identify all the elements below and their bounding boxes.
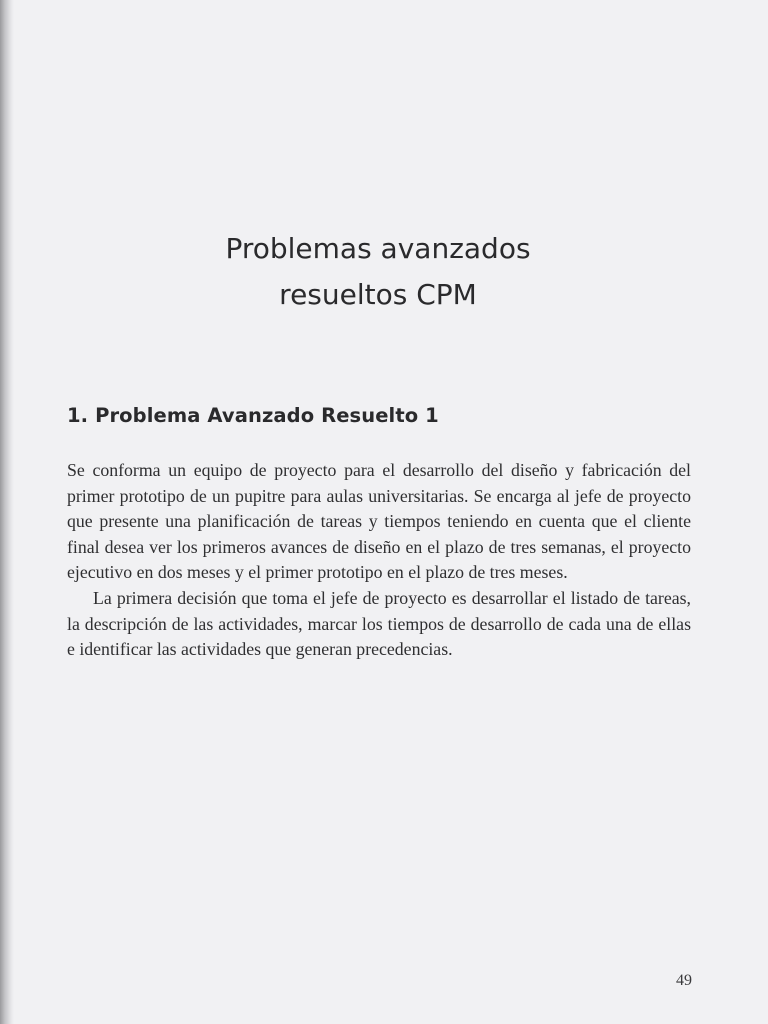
chapter-title [0, 226, 756, 318]
page-number: 49 [676, 972, 692, 989]
paragraph-1: Se conforma un equipo de proyecto para el desarrollo del diseño y fabricación del primer prototipo de un pupitre para aulas universitarias. Se encarga al jefe de proyecto que presente una planificación de tareas y tiempos teniendo en cuenta que el cliente final desea ver los primeros avances de diseño en el plazo de tres semanas, el proyecto ejecutivo en dos meses y el primer prototipo en el plazo de tres meses. [67, 460, 691, 583]
chapter-title-line-1: Problemas avanzados [225, 232, 531, 265]
chapter-title-line-2: resueltos CPM [279, 278, 477, 311]
paragraph-2: La primera decisión que toma el jefe de proyecto es desarrollar el listado de tareas, la descripción de las actividades, marcar los tiempos de desarrollo de cada una de ellas e identificar las actividades que generan precedencias. [67, 587, 691, 660]
section-heading: 1. Problema Avanzado Resuelto 1 [67, 404, 439, 427]
body-text [67, 458, 691, 663]
